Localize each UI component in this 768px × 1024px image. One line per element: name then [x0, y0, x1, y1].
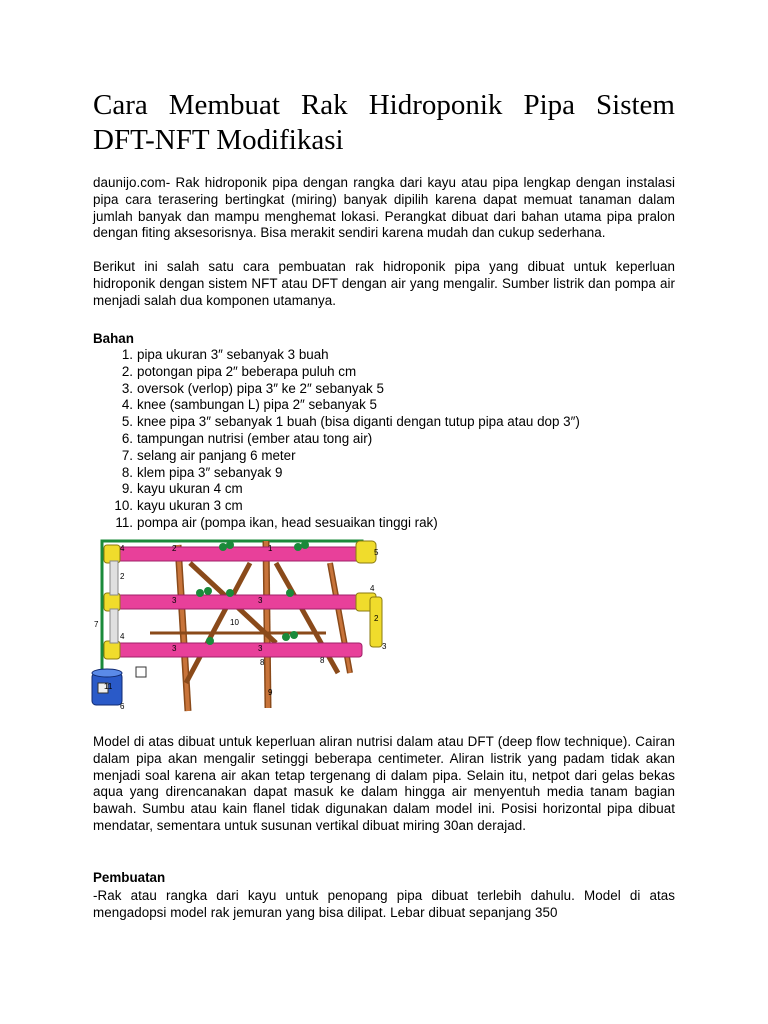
pipe-rows — [112, 547, 362, 657]
diagram-number-label: 10 — [230, 618, 239, 627]
list-item-number: 8. — [121, 464, 133, 480]
list-item — [93, 498, 675, 515]
list-item-number: 3. — [121, 380, 133, 396]
list-item-text: tampungan nutrisi (ember atau tong air) — [137, 430, 373, 446]
diagram-number-label: 3 — [172, 596, 177, 605]
diagram-number-label: 11 — [104, 682, 113, 691]
list-item-number: 11. — [115, 514, 133, 530]
list-item-number: 5. — [121, 414, 133, 430]
list-item-number: 1. — [121, 347, 133, 362]
diagram-number-label: 1 — [268, 544, 273, 553]
list-item — [93, 515, 675, 532]
diagram-number-label: 6 — [120, 702, 125, 711]
list-item-number: 2. — [121, 363, 133, 379]
list-item-number: 10. — [114, 498, 133, 514]
list-item — [93, 465, 675, 482]
pump-switch-icon — [136, 667, 146, 677]
wood-frame — [150, 541, 350, 711]
list-item-number: 6. — [121, 430, 133, 446]
diagram-number-label: 5 — [374, 548, 379, 557]
list-item-number: 4. — [121, 397, 133, 413]
diagram-number-label: 3 — [382, 642, 387, 651]
title-line-1: Cara Membuat Rak Hidroponik Pipa Sistem — [93, 89, 675, 121]
list-item-text: pompa air (pompa ikan, head sesuaikan tinggi rak) — [137, 514, 438, 530]
bahan-heading: Bahan — [93, 331, 134, 346]
pembuatan-paragraph: -Rak atau rangka dari kayu untuk penopang pipa dibuat terlebih dahulu. Model di atas mengadopsi model rak jemuran yang bisa dilipat. Lebar dibuat sepanjang 350 — [93, 888, 675, 920]
diagram-number-label: 3 — [258, 644, 263, 653]
hydroponic-rack-diagram — [90, 533, 390, 713]
list-item-text: potongan pipa 2″ beberapa puluh cm — [137, 363, 357, 379]
list-item — [93, 448, 675, 465]
list-item-text: kayu ukuran 3 cm — [137, 498, 243, 514]
list-item — [93, 347, 675, 364]
list-item-number: 9. — [121, 481, 133, 497]
diagram-number-label: 2 — [120, 572, 125, 581]
diagram-number-label: 4 — [120, 544, 125, 553]
diagram-number-label: 7 — [94, 620, 99, 629]
list-item — [93, 381, 675, 398]
diagram-number-label: 2 — [374, 614, 379, 623]
diagram-number-label: 8 — [260, 658, 265, 667]
diagram-number-label: 2 — [172, 544, 177, 553]
list-item-text: knee pipa 3″ sebanyak 1 buah (bisa diganti dengan tutup pipa atau dop 3″) — [137, 414, 580, 430]
list-item-number: 7. — [121, 447, 133, 463]
bahan-list — [93, 347, 675, 532]
list-item — [93, 397, 675, 414]
intro-paragraph-2: Berikut ini salah satu cara pembuatan rak hidroponik pipa yang dibuat untuk keperluan hidroponik dengan sistem NFT atau DFT dengan air yang mengalir. Sumber listrik dan pompa air menjadi salah dua komponen utamanya. — [93, 259, 675, 308]
intro-paragraph-1: daunijo.com- Rak hidroponik pipa dengan rangka dari kayu atau pipa lengkap dengan instalasi pipa cara terasering bertingkat (miring) banyak dipilih karena dapat memuat tanaman dalam jumlah banyak dan mampu menghemat lokasi. Perangkat dibuat dari bahan utama pipa pralon dengan fiting aksesorisnya. Bisa merakit sendiri karena mudah dan cukup sederhana. — [93, 175, 675, 241]
diagram-number-label: 9 — [268, 688, 273, 697]
list-item — [93, 481, 675, 498]
diagram-number-label: 4 — [370, 584, 375, 593]
list-item — [93, 364, 675, 381]
diagram-number-label: 3 — [172, 644, 177, 653]
list-item — [93, 431, 675, 448]
model-paragraph: Model di atas dibuat untuk keperluan aliran nutrisi dalam atau DFT (deep flow technique). Cairan dalam pipa akan mengalir setinggi beberapa centimeter. Aliran listrik yang padam tidak akan menjadi soal karena air akan tetap tergenang di dalam pipa. Selain itu, netpot dari gelas bekas aqua yang direncanakan dapat masuk ke dalam hingga air menyentuh media tanam bagian bawah. Sumbu atau kain flanel tidak digunakan dalam model ini. Posisi horizontal pipa dibuat mendatar, sementara untuk susunan vertikal dibuat miring 30an derajad. — [93, 734, 675, 833]
list-item-text: pipa ukuran 3″ sebanyak 3 buah — [137, 347, 329, 362]
title-line-2: DFT-NFT Modifikasi — [93, 124, 344, 156]
list-item-text: selang air panjang 6 meter — [137, 447, 296, 463]
list-item-text: oversok (verlop) pipa 3″ ke 2″ sebanyak 5 — [137, 380, 384, 396]
diagram-number-label: 3 — [258, 596, 263, 605]
pembuatan-heading: Pembuatan — [93, 870, 166, 885]
list-item-text: klem pipa 3″ sebanyak 9 — [137, 464, 283, 480]
list-item-text: kayu ukuran 4 cm — [137, 481, 243, 497]
page-title — [93, 88, 675, 158]
list-item — [93, 414, 675, 431]
diagram-number-label: 4 — [120, 632, 125, 641]
list-item-text: knee (sambungan L) pipa 2″ sebanyak 5 — [137, 397, 377, 413]
diagram-number-label: 8 — [320, 656, 325, 665]
